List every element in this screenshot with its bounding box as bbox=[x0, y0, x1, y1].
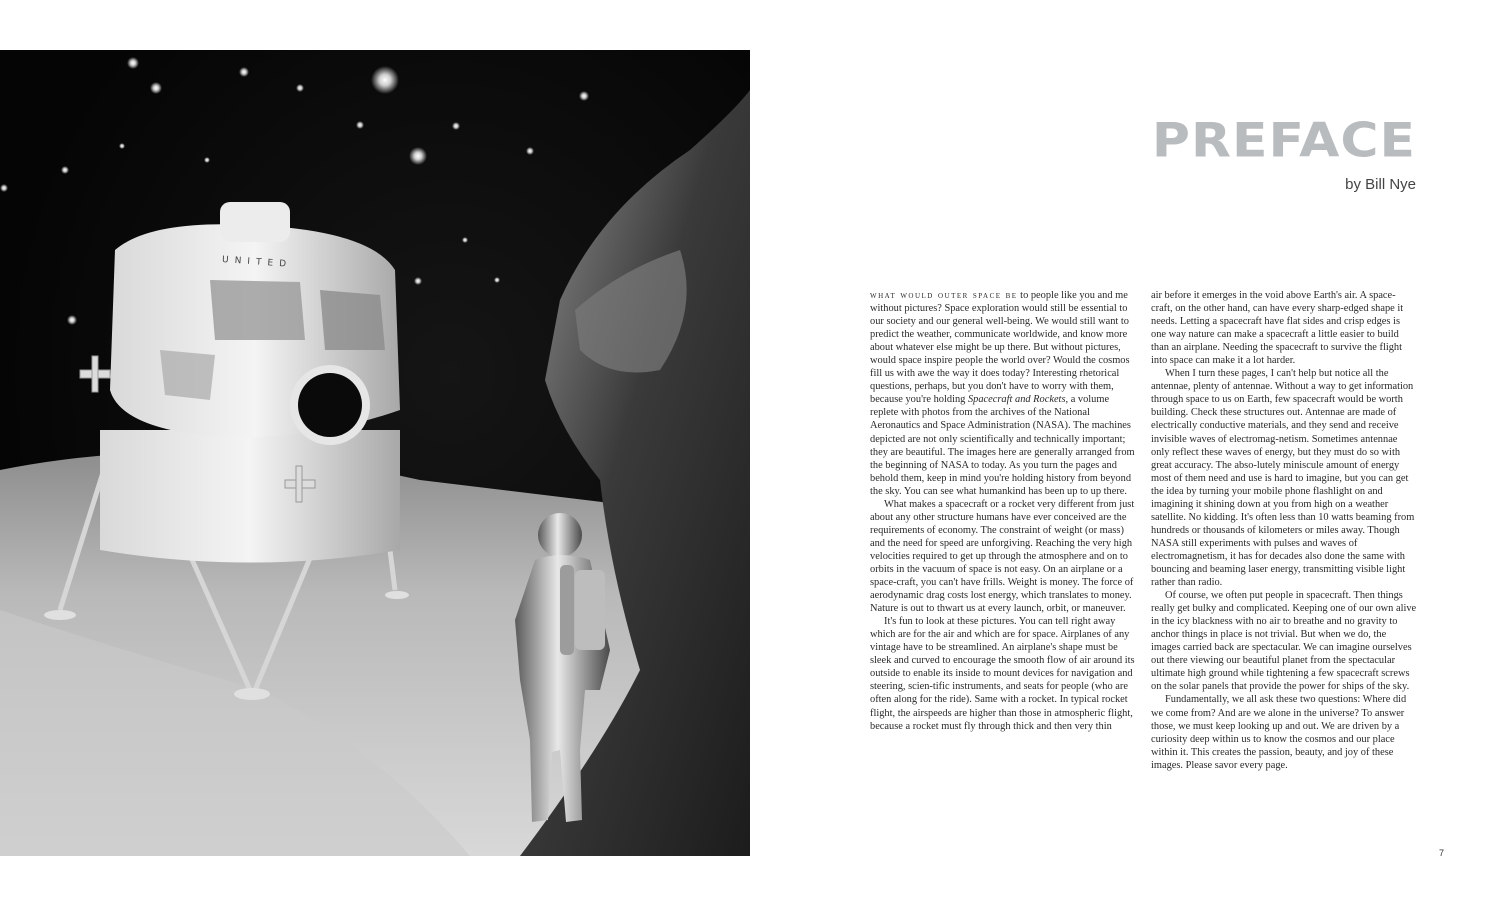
paragraph: air before it emerges in the void above Earth's air. A space-craft, on the other hand, can have every sharp-edged shape it needs. Letting a spacecraft have flat sides and crisp edges is one way nature can make a spacecraft a little easier to build than an airplane. Needing the spacecraft to survive the flight into space can make it a lot harder. bbox=[1151, 290, 1404, 367]
descent-stage bbox=[100, 430, 400, 563]
paragraph: What makes a spacecraft or a rocket very different from just about any other structure humans have ever conceived are the requirements of economy. The constraint of weight (or mass) and the need for speed are unforgiving. Reaching the very high velocities required to get up through the atmosphere and on to orbits in the vacuum of space is not easy. On an airplane or a space-craft, you can't have frills. Weight is money. The force of aerodynamic drag costs lost energy, which translates to money. Nature is out to thwart us at every launch, orbit, or maneuver. bbox=[870, 498, 1135, 615]
right-page bbox=[750, 0, 1500, 916]
text-column-1 bbox=[870, 289, 1136, 733]
paragraph-text: to people like you and me without pictures? Space exploration would still be essential to our society and our general well-being. We would still want to predict the weather, communicate worldwide, and know more about whatever else might be up there. But without pictures, would space inspire people the world over? Would the cosmos fill us with awe the way it does today? Interesting rhetorical questions, perhaps, but you don't have to worry with them, because you're holding bbox=[870, 290, 1130, 406]
page-number: 7 bbox=[1438, 848, 1444, 858]
preface-title: PREFACE bbox=[1151, 114, 1416, 169]
paragraph-text: , a volume replete with photos from the archives of the National Aeronautics and Space Administration (NASA). The machines depicted are not only scientifically and technically important; they are beautiful. The images here are generally arranged from the beginning of NASA to today. As you turn the pages and behold them, keep in mind you're holding history from beyond the sky. You can see what humankind has been up to up there. bbox=[870, 394, 1135, 497]
engine-port bbox=[298, 373, 362, 437]
lunar-module-astronaut-photo bbox=[0, 50, 750, 856]
preface-byline: by Bill Nye bbox=[1345, 176, 1416, 193]
paragraph: Fundamentally, we all ask these two questions: Where did we come from? And are we alone in the universe? To answer those, we must keep looking up and out. We are driven by a curiosity deep within us to know the cosmos and our place within it. This creates the passion, beauty, and joy of these images. Please savor every page. bbox=[1151, 694, 1407, 771]
docking-hatch bbox=[220, 202, 290, 242]
paragraph: When I turn these pages, I can't help but notice all the antennae, plenty of antennae. Without a way to get information through space to us on Earth, few spacecraft would be worth building. Check these structures out. Antennae are made of electrically conductive materials, and they send and receive invisible waves of electromag-netism. Sometimes antennae only reflect these waves of energy, but they must do so with great accuracy. The abso-lutely miniscule amount of energy most of them need and use is hard to imagine, but you can get the idea by turning your mobile phone flashlight on and imagining it shining down at you from high on a weather satellite. No kidding. It's often less than 10 watts beaming from hundreds or thousands of kilometers or miles away. Though NASA still experiments with pulses and waves of electromagnetism, it has for decades also done the same with bouncing and beaming laser energy, transmitting visible light rather than radio. bbox=[1151, 368, 1415, 589]
paragraph: It's fun to look at these pictures. You can tell right away which are for the air and which are for space. Airplanes of any vintage have to be streamlined. An airplane's shape must be sleek and curved to encourage the smooth flow of air around its outside to enable its inside to mount devices for navigation and steering, scien-tific instruments, and seats for people (who are often along for the ride). Same with a rocket. In typical rocket flight, the airspeeds are higher than those in atmospheric flight, because a rocket must fly through thick and then very thin bbox=[870, 616, 1135, 732]
paragraph bbox=[870, 289, 1136, 498]
text-column-2 bbox=[1151, 289, 1417, 772]
book-title: Spacecraft and Rockets bbox=[967, 394, 1066, 406]
module-lettering: UNITED bbox=[221, 255, 293, 270]
paragraph: Of course, we often put people in spacecraft. Then things really get bulky and complicated. Keeping one of our own alive in the icy blackness with no air to breathe and no gravity to anchor things in place is not trivial. But when we do, the images carried back are spectacular. We can imagine ourselves out there viewing our beautiful planet from the spectacular ultimate high ground while tightening a few spacecraft screws on the solar panels that provide the power for ships of the sky. bbox=[1151, 590, 1417, 693]
photo-illustration bbox=[0, 50, 750, 856]
lead-in: what would outer space be bbox=[870, 290, 1018, 301]
